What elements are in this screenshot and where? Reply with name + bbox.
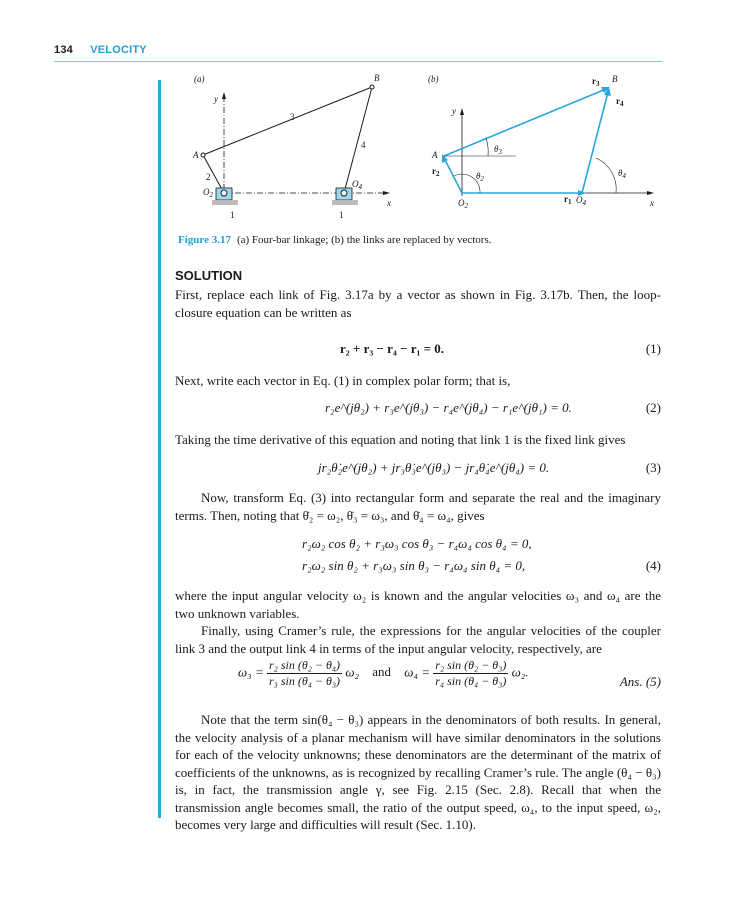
b-label-o4: $O_4$	[576, 195, 586, 207]
b-label-r4: $r_4$	[616, 96, 624, 108]
equation-2-number: (2)	[645, 400, 661, 415]
eq5-tail-2: ω₂.	[511, 664, 529, 680]
eq5-tail-1: ω₂	[345, 664, 360, 680]
paragraph-1: First, replace each link of Fig. 3.17a by a vector as shown in Fig. 3.17b. Then, the loop-closure equation can be written as	[175, 287, 661, 320]
eq5-lhs-2: ω₄ =	[404, 664, 431, 680]
a-label-o4: $O_4$	[352, 179, 362, 191]
a-pivot-o2-pin	[221, 190, 227, 196]
equation-4-line-2: r₂ω₂ sin θ₂ + r₃ω₃ sin θ₃ − r₄ω₄ sin θ₄ = 0,	[302, 558, 526, 573]
eq5-num-2: r₂ sin (θ₂ − θ₃)	[435, 658, 507, 672]
a-label-ground-1: 1	[230, 210, 235, 220]
equation-4-number: (4)	[645, 558, 661, 573]
eq5-num-1: r₂ sin (θ₂ − θ₄)	[268, 658, 341, 672]
eq5-lhs-1: ω₃ =	[238, 664, 264, 680]
b-label-a: A	[432, 150, 438, 160]
b-x-label: x	[650, 198, 654, 208]
a-label-b: B	[374, 73, 380, 83]
section-title: VELOCITY	[90, 44, 147, 56]
a-link-4	[344, 87, 372, 193]
panel-a-label: (a)	[194, 74, 205, 84]
b-vector-r3	[444, 89, 606, 156]
a-y-label: y	[214, 94, 218, 104]
figure-3-17	[176, 72, 666, 232]
b-y-arrow	[460, 108, 464, 115]
paragraph-3: Taking the time derivative of this equation and noting that link 1 is the fixed link gives	[175, 432, 626, 447]
b-label-r2: $r_2$	[432, 166, 440, 178]
b-label-r1: $r_1$	[564, 194, 572, 206]
b-label-r3: $r_3$	[592, 76, 600, 88]
page-number: 134	[54, 44, 73, 56]
panel-b-label: (b)	[428, 74, 439, 84]
a-link-3	[203, 87, 372, 155]
equation-1-number: (1)	[645, 341, 661, 356]
eq5-den-1: r₃ sin (θ₄ − θ₃)	[268, 674, 341, 688]
a-label-ground-2: 1	[339, 210, 344, 220]
equation-4-line-1: r₂ω₂ cos θ₂ + r₃ω₃ cos θ₃ − r₄ω₄ cos θ₄ = 0,	[302, 536, 532, 551]
b-x-arrow	[647, 191, 654, 195]
solution-sidebar-bar	[158, 80, 161, 818]
a-label-o2: $O_2$	[203, 187, 213, 199]
b-label-theta4: $\theta_4$	[618, 168, 626, 180]
a-joint-b	[370, 85, 374, 89]
b-arc-theta4	[596, 158, 616, 193]
header-rule	[54, 61, 662, 62]
paragraph-4: Now, transform Eq. (3) into rectangular form and separate the real and the imaginary terms. Then, noting that θ̇₂ = ω₂, θ̇₃ = ω₃, and θ̇₄ = ω₄, gives	[175, 490, 661, 523]
a-x-label: x	[387, 198, 391, 208]
eq5-fraction-1	[267, 658, 342, 689]
a-y-arrow	[222, 92, 226, 99]
equation-5	[238, 658, 529, 689]
a-x-arrow	[383, 191, 390, 195]
figure-caption	[178, 234, 491, 246]
paragraph-5: where the input angular velocity ω₂ is known and the angular velocities ω₃ and ω₄ are the two unknown variables.	[175, 588, 661, 621]
equation-3: jr₂θ̇₂e^(jθ₂) + jr₃θ̇₃e^(jθ₃) − jr₄θ̇₄e^(jθ₄) = 0.	[318, 460, 550, 475]
figure-caption-text: (a) Four-bar linkage; (b) the links are replaced by vectors.	[236, 234, 492, 246]
paragraph-2: Next, write each vector in Eq. (1) in complex polar form; that is,	[175, 373, 511, 388]
figure-caption-label: Figure 3.17	[178, 234, 231, 246]
b-arc-theta3	[486, 138, 488, 156]
equation-3-number: (3)	[645, 460, 661, 475]
eq5-fraction-2	[433, 658, 508, 689]
a-label-link3: 3	[290, 112, 295, 122]
solution-heading: SOLUTION	[175, 268, 243, 283]
eq5-den-2: r₄ sin (θ₄ − θ₃)	[435, 674, 507, 688]
paragraph-6: Finally, using Cramer’s rule, the expressions for the angular velocities of the coupler link 3 and the output link 4 in terms of the input angular velocity, respectively, are	[175, 623, 661, 656]
a-joint-a	[201, 153, 205, 157]
a-label-link2: 2	[206, 172, 211, 182]
b-y-label: y	[452, 106, 456, 116]
b-label-theta2: $\theta_2$	[476, 171, 484, 183]
eq5-and: and	[372, 664, 392, 680]
b-vector-r4	[582, 92, 608, 193]
equation-2: r₂e^(jθ₂) + r₃e^(jθ₃) − r₄e^(jθ₄) − r₁e^(jθ₁) = 0.	[325, 400, 572, 415]
paragraph-7: Note that the term sin(θ₄ − θ₃) appears in the denominators of both results. In general, the velocity analysis of a planar mechanism will have similar denominators in the solutions for each of the velocity unknowns; these denominators are the determinant of the matrix of coefficients of the unknowns, as is recognized by recalling Cramer’s rule. The angle (θ₄ − θ₃) is, in fact, the transmission angle γ, see Fig. 2.15 (Sec. 2.8). Recall that when the transmission angle becomes small, the ratio of the output speed, ω₄, to the input speed, ω₂, becomes very large and difficulties will result (Sec. 1.10).	[175, 712, 661, 832]
a-label-a: A	[193, 150, 199, 160]
equation-1: r₂ + r₃ − r₄ − r₁ = 0.	[340, 341, 445, 356]
a-label-link4: 4	[361, 140, 366, 150]
b-label-b: B	[612, 74, 618, 84]
b-label-o2: $O_2$	[458, 198, 468, 210]
b-label-theta3: $\theta_3$	[494, 144, 502, 156]
equation-5-number: Ans. (5)	[619, 674, 661, 689]
b-vector-r2	[444, 158, 462, 193]
a-ground-1	[212, 200, 238, 205]
running-header	[54, 44, 147, 56]
a-ground-2	[332, 200, 358, 205]
a-pivot-o4-pin	[341, 190, 347, 196]
